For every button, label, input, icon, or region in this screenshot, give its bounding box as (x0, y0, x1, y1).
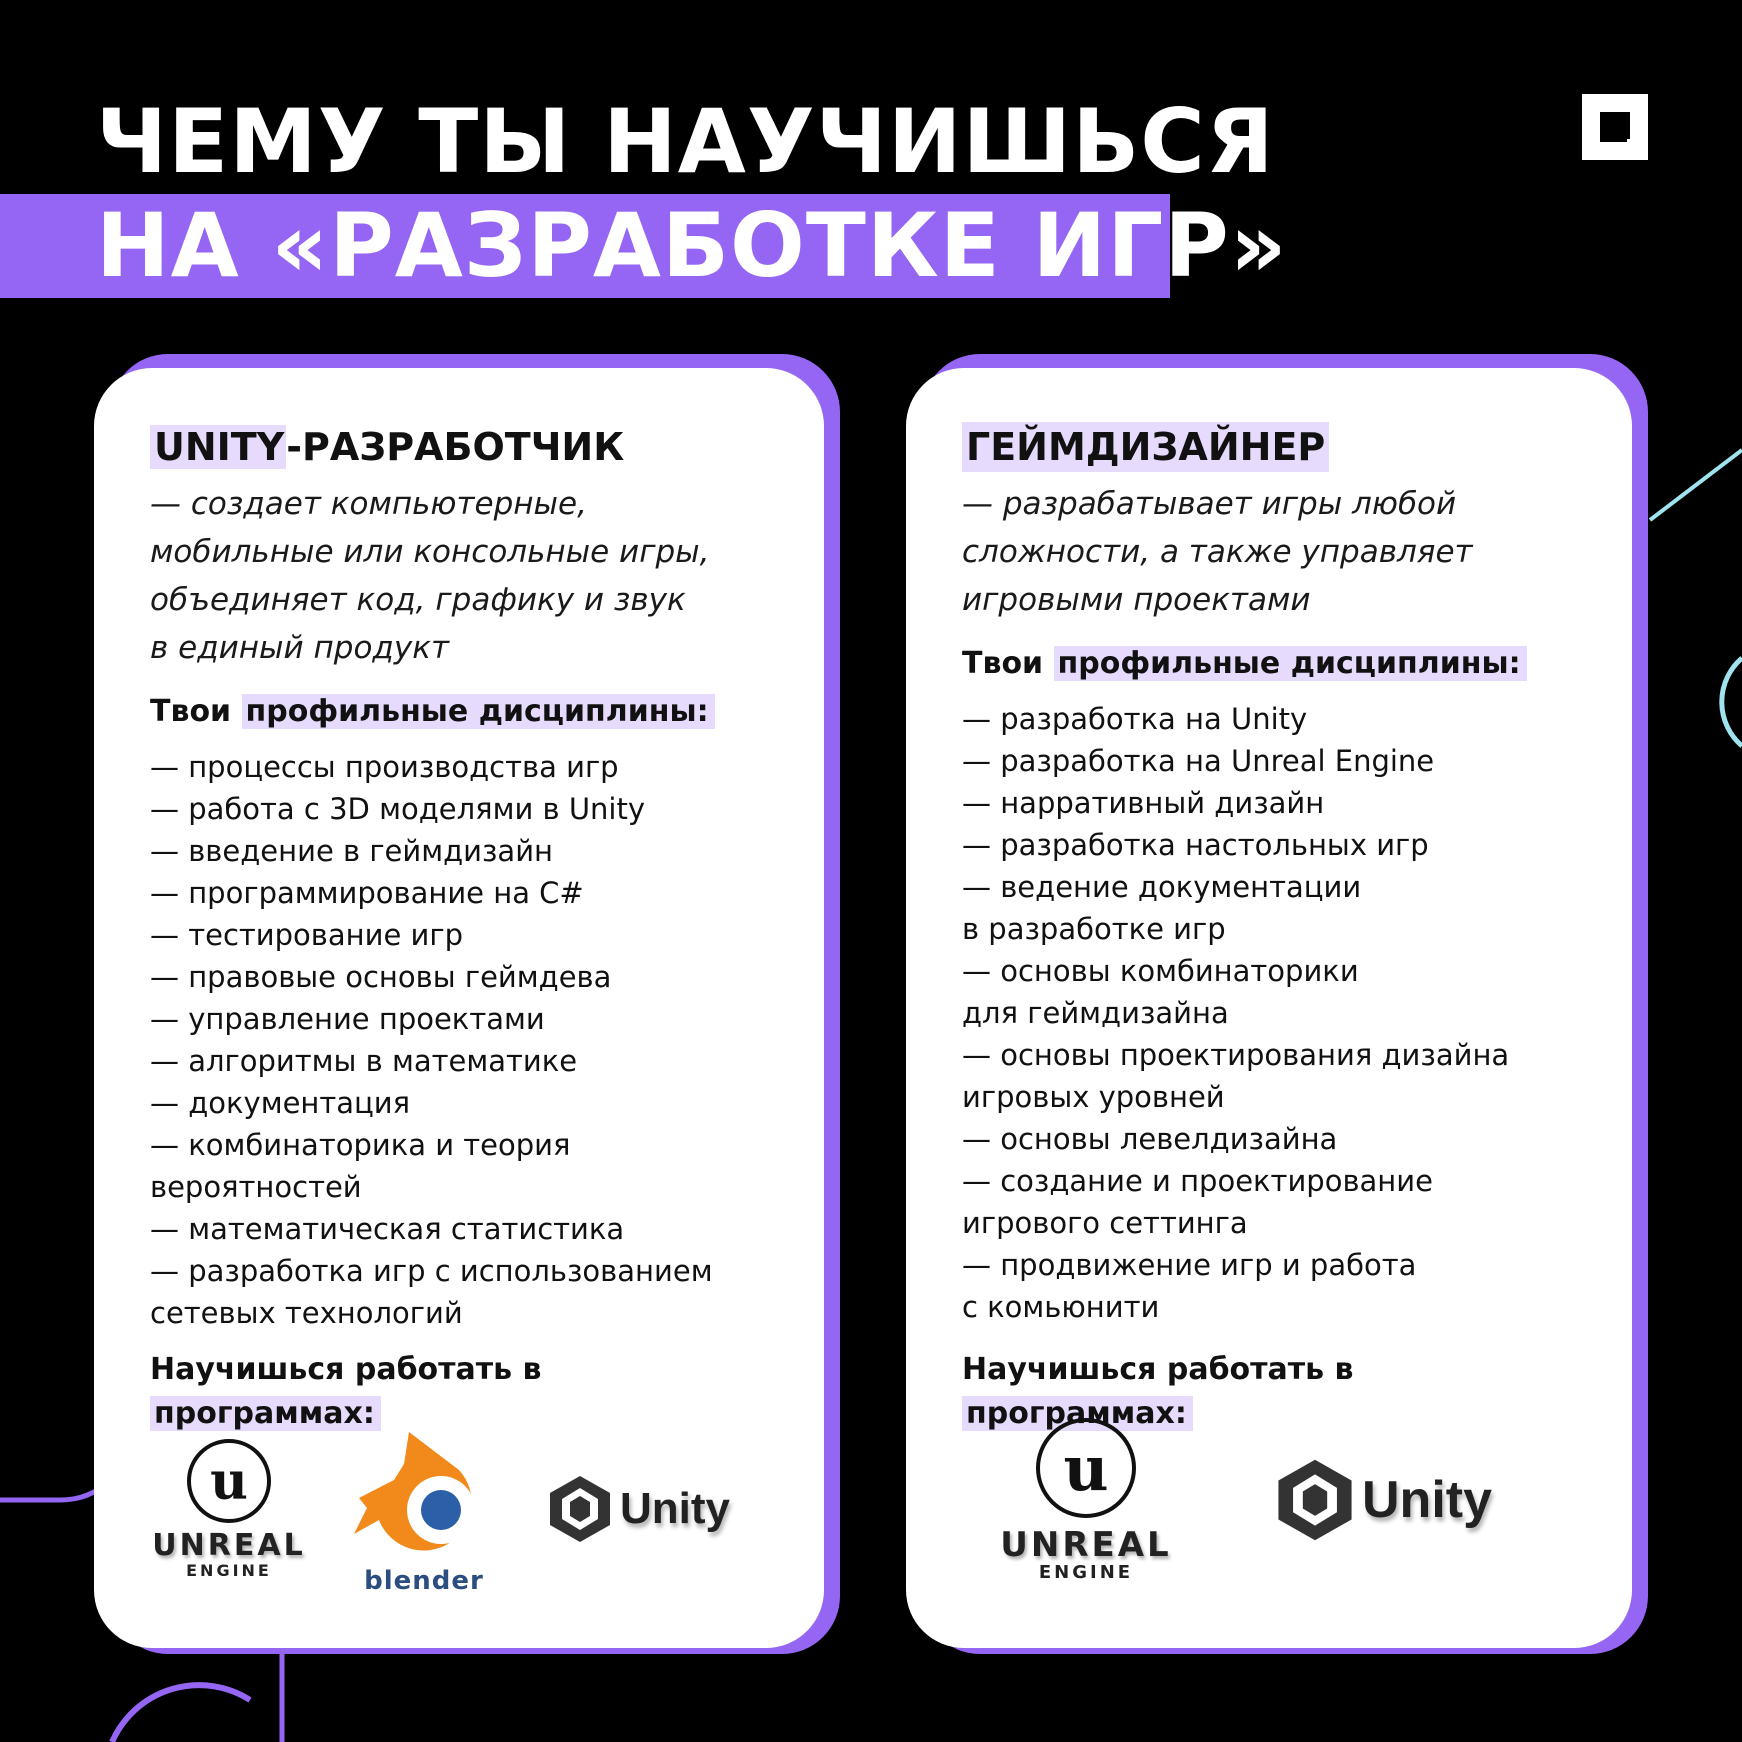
list-item: — документация (150, 1086, 411, 1120)
disciplines-list (962, 698, 1582, 1328)
list-item: — разработка на Unity (962, 702, 1308, 736)
list-item: — продвижение игр и работа с комьюнити (962, 1248, 1417, 1324)
disciplines-list (150, 746, 774, 1334)
list-item: — разработка игр с использованием сетевых технологий (150, 1254, 713, 1330)
unreal-emblem-icon: u (1036, 1418, 1136, 1518)
list-item: — математическая статистика (150, 1212, 625, 1246)
programs-heading: Научишься работать в программах: (150, 1352, 542, 1431)
title-line-1: ЧЕМУ ТЫ НАУЧИШЬСЯ (96, 90, 1275, 193)
list-item: — нарративный дизайн (962, 786, 1325, 820)
card-unity-developer (94, 368, 824, 1648)
card-description: — создает компьютерные, мобильные или консольные игры, объединяет код, графику и звук в единый продукт (150, 486, 710, 666)
card-title-rest: -РАЗРАБОТЧИК (286, 425, 625, 469)
list-item: — тестирование игр (150, 918, 464, 952)
list-item: — основы комбинаторики для геймдизайна (962, 954, 1359, 1030)
list-item: — основы проектирования дизайна игровых уровней (962, 1038, 1510, 1114)
list-item: — процессы производства игр (150, 750, 619, 784)
programs-logos (94, 1422, 824, 1596)
list-item: — управление проектами (150, 1002, 545, 1036)
unity-logo: Unity (1276, 1457, 1492, 1543)
disciplines-heading: Твои профильные дисциплины: (962, 642, 1582, 686)
unreal-emblem-icon: u (187, 1439, 271, 1523)
card-game-designer (906, 368, 1632, 1648)
card-title-highlight: ГЕЙМДИЗАЙНЕР (966, 425, 1326, 469)
square-logo-icon (1582, 94, 1648, 160)
list-item: — алгоритмы в математике (150, 1044, 578, 1078)
unity-cube-icon (1276, 1457, 1354, 1543)
unity-cube-icon (548, 1474, 612, 1544)
unreal-engine-logo: u UNREAL ENGINE (986, 1418, 1186, 1582)
list-item: — работа с 3D моделями в Unity (150, 792, 646, 826)
list-item: — разработка настольных игр (962, 828, 1429, 862)
blender-emblem-icon (349, 1422, 499, 1572)
list-item: — введение в геймдизайн (150, 834, 554, 868)
unreal-engine-logo: u UNREAL ENGINE (144, 1439, 314, 1579)
card-title-highlight: UNITY (150, 425, 286, 469)
list-item: — правовые основы геймдева (150, 960, 612, 994)
unity-logo: Unity (548, 1474, 730, 1544)
card-title (150, 422, 624, 472)
list-item: — ведение документации в разработке игр (962, 870, 1362, 946)
card-description: — разрабатывает игры любой сложности, а также управляет игровыми проектами (962, 486, 1473, 618)
disciplines-heading: Твои профильные дисциплины: (150, 690, 774, 734)
card-title (962, 422, 1329, 472)
list-item: — программирование на C# (150, 876, 584, 910)
list-item: — комбинаторика и теория вероятностей (150, 1128, 571, 1204)
list-item: — разработка на Unreal Engine (962, 744, 1435, 778)
list-item: — основы левелдизайна (962, 1122, 1338, 1156)
title-line-2: НА «РАЗРАБОТКЕ ИГР» (96, 194, 1288, 297)
programs-heading: Научишься работать в программах: (962, 1352, 1354, 1431)
programs-logos (906, 1418, 1632, 1582)
list-item: — создание и проектирование игрового сеттинга (962, 1164, 1433, 1240)
blender-logo: blender (344, 1422, 504, 1596)
